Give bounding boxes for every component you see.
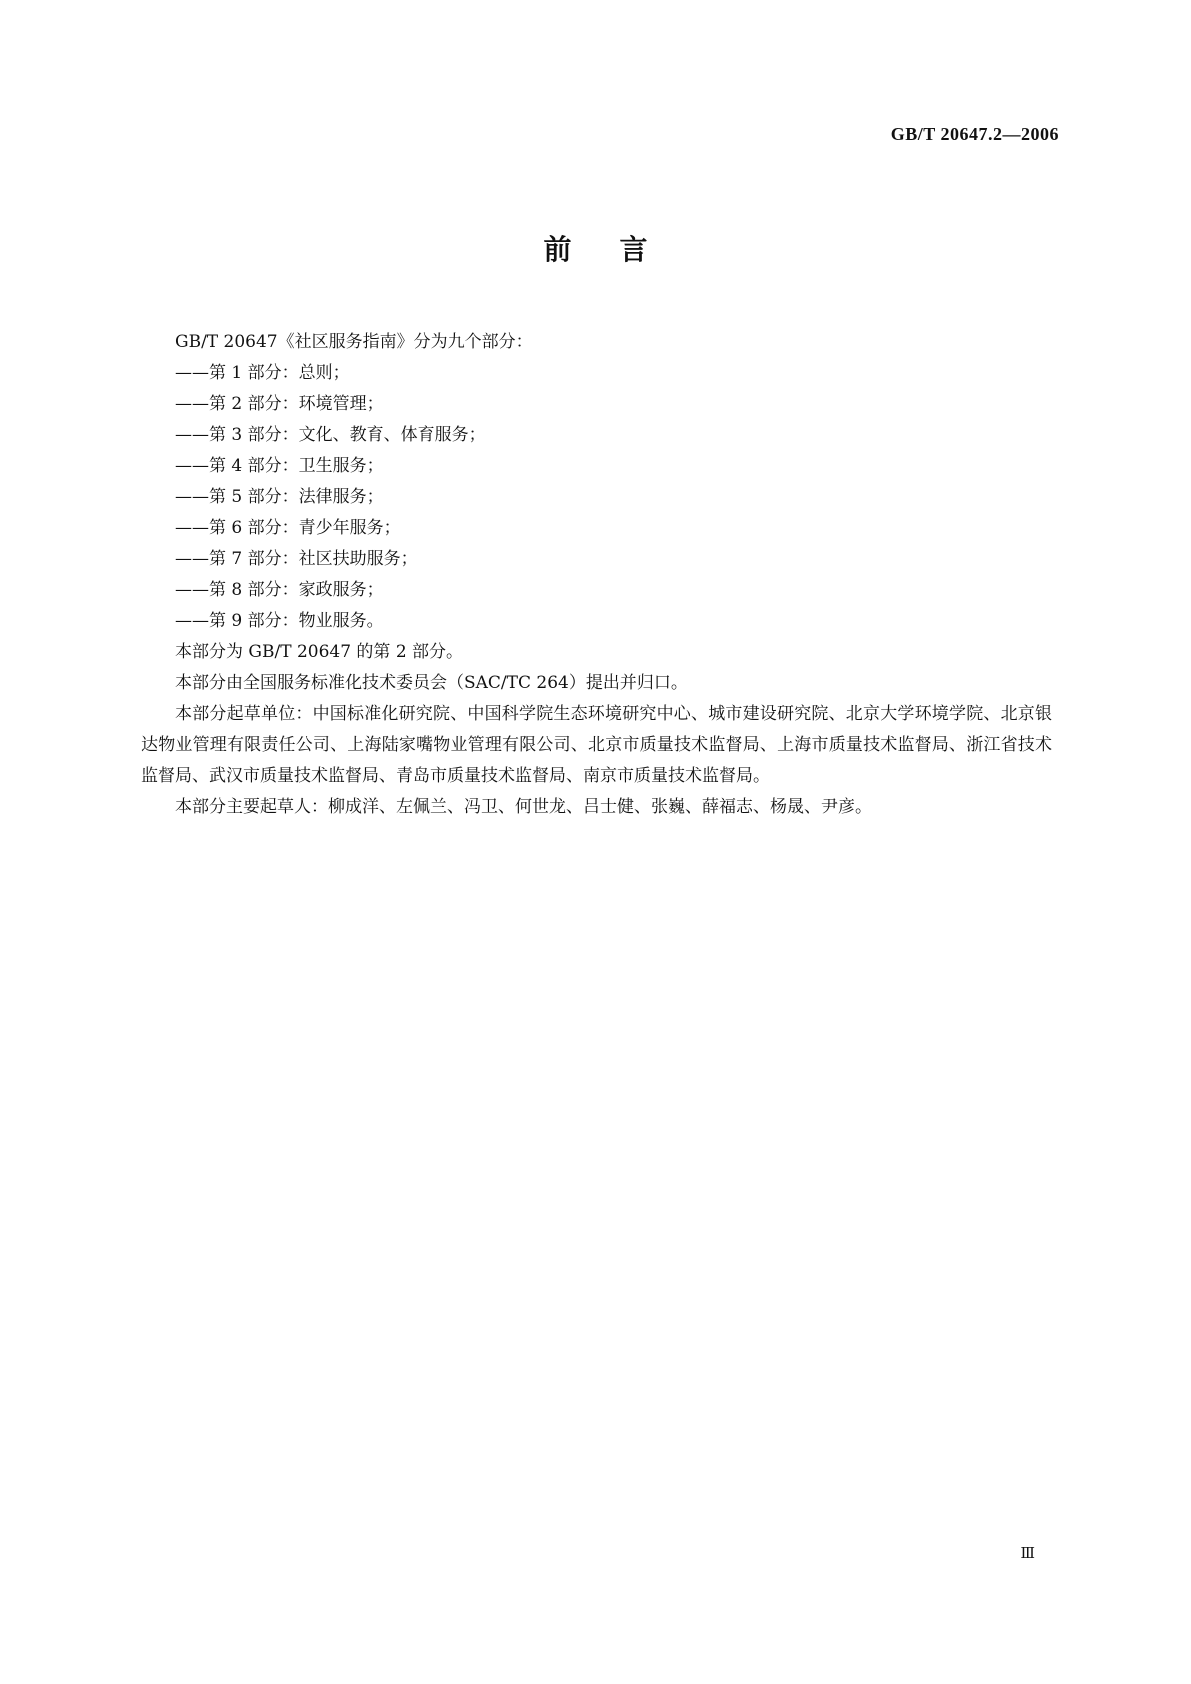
- part-statement: 本部分为 GB/T 20647 的第 2 部分。: [175, 642, 464, 662]
- proposer-statement: 本部分由全国服务标准化技术委员会（SAC/TC 264）提出并归口。: [175, 673, 688, 693]
- part-item: ——第 2 部分：环境管理；: [175, 394, 384, 414]
- main-drafters: 本部分主要起草人：柳成洋、左佩兰、冯卫、何世龙、吕士健、张巍、薛福志、杨晟、尹彦。: [175, 797, 872, 817]
- part-item: ——第 5 部分：法律服务；: [175, 487, 384, 507]
- drafting-units: 本部分起草单位：中国标准化研究院、中国科学院生态环境研究中心、城市建设研究院、北京大学环境学院、北京银达物业管理有限责任公司、上海陆家嘴物业管理有限公司、北京市质量技术监督局、上海市质量技术监督局、浙江省技术监督局、武汉市质量技术监督局、青岛市质量技术监督局、南京市质量技术监督局。: [141, 704, 1052, 786]
- part-item: ——第 9 部分：物业服务。: [175, 611, 384, 631]
- standard-number: GB/T 20647.2—2006: [890, 124, 1059, 144]
- part-item: ——第 3 部分：文化、教育、体育服务；: [175, 425, 486, 445]
- intro-paragraph: GB/T 20647《社区服务指南》分为九个部分：: [175, 332, 533, 352]
- part-item: ——第 8 部分：家政服务；: [175, 580, 384, 600]
- page-number: Ⅲ: [1020, 1546, 1035, 1562]
- part-item: ——第 6 部分：青少年服务；: [175, 518, 401, 538]
- part-item: ——第 7 部分：社区扶助服务；: [175, 549, 418, 569]
- part-item: ——第 1 部分：总则；: [175, 363, 350, 383]
- page-title: 前言: [543, 233, 696, 266]
- foreword-body: [141, 327, 1052, 823]
- part-item: ——第 4 部分：卫生服务；: [175, 456, 384, 476]
